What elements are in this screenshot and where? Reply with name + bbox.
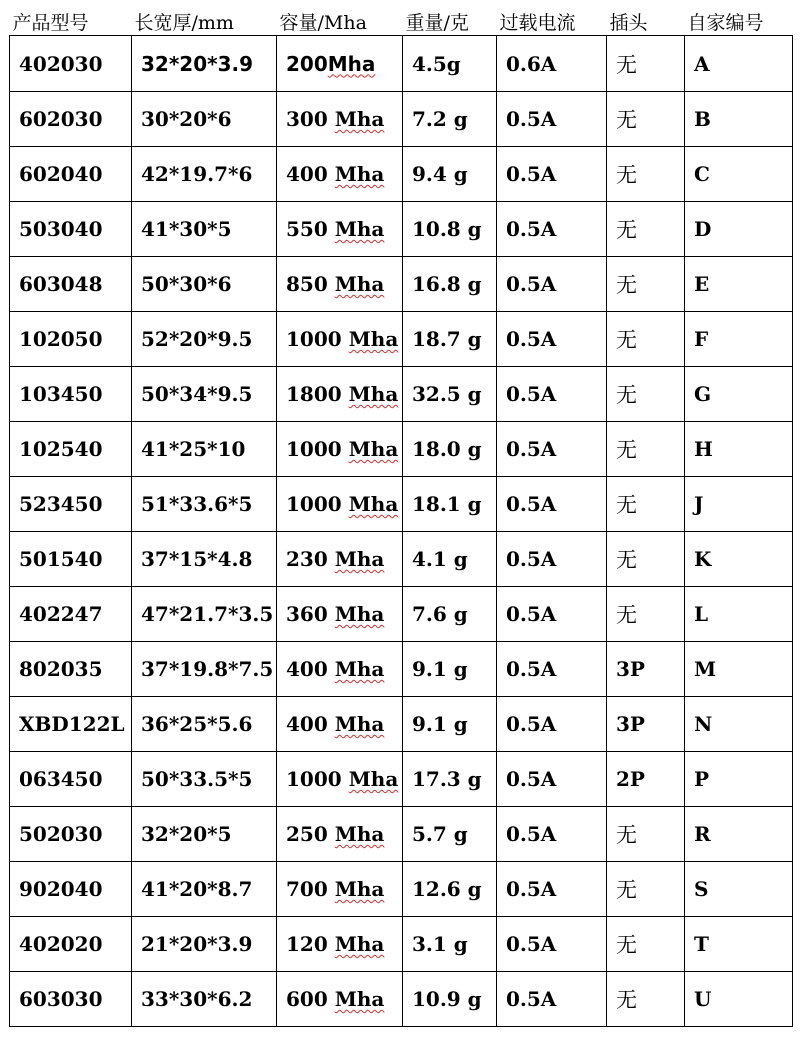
overload-current-cell: 0.5A <box>497 367 607 422</box>
capacity-value: 360 <box>286 602 328 626</box>
battery-spec-table <box>9 8 793 1027</box>
plug-cell: 无 <box>607 92 685 147</box>
capacity-unit: Mha <box>327 51 376 76</box>
capacity-value: 550 <box>286 217 328 241</box>
weight-cell: 3.1 g <box>403 917 497 972</box>
plug-cell: 无 <box>607 367 685 422</box>
model-cell: 503040 <box>10 202 132 257</box>
capacity-unit: Mha <box>334 162 385 186</box>
table-row <box>10 532 793 587</box>
capacity-unit: Mha <box>348 492 399 516</box>
plug-cell: 无 <box>607 532 685 587</box>
own-code-cell: G <box>685 367 793 422</box>
capacity-unit: Mha <box>334 822 385 846</box>
table-row <box>10 642 793 697</box>
capacity-unit: Mha <box>348 767 399 791</box>
capacity-unit: Mha <box>334 932 385 956</box>
capacity-cell <box>277 697 403 752</box>
weight-cell: 17.3 g <box>403 752 497 807</box>
table-row <box>10 422 793 477</box>
plug-cell: 无 <box>607 587 685 642</box>
table-row <box>10 147 793 202</box>
own-code-cell: E <box>685 257 793 312</box>
own-code-cell: U <box>685 972 793 1027</box>
capacity-value: 1000 <box>286 327 342 351</box>
capacity-value: 1800 <box>286 382 342 406</box>
dimensions-cell: 36*25*5.6 <box>132 697 277 752</box>
capacity-value: 700 <box>286 877 328 901</box>
table-row <box>10 587 793 642</box>
capacity-value: 400 <box>286 657 328 681</box>
capacity-value: 120 <box>286 932 328 956</box>
model-cell: 402030 <box>10 36 132 92</box>
capacity-unit: Mha <box>334 272 385 296</box>
weight-cell: 16.8 g <box>403 257 497 312</box>
weight-cell: 18.0 g <box>403 422 497 477</box>
model-cell: 602030 <box>10 92 132 147</box>
capacity-unit: Mha <box>334 547 385 571</box>
table-body <box>10 36 793 1027</box>
overload-current-cell: 0.5A <box>497 972 607 1027</box>
weight-cell: 9.1 g <box>403 697 497 752</box>
weight-cell: 18.7 g <box>403 312 497 367</box>
weight-cell: 18.1 g <box>403 477 497 532</box>
dimensions-cell: 32*20*5 <box>132 807 277 862</box>
table-row <box>10 807 793 862</box>
overload-current-cell: 0.5A <box>497 202 607 257</box>
dimensions-cell: 42*19.7*6 <box>132 147 277 202</box>
plug-cell: 无 <box>607 257 685 312</box>
capacity-cell <box>277 422 403 477</box>
capacity-cell <box>277 862 403 917</box>
table-row <box>10 367 793 422</box>
capacity-cell <box>277 972 403 1027</box>
own-code-cell: J <box>685 477 793 532</box>
dimensions-cell: 41*25*10 <box>132 422 277 477</box>
model-cell: 501540 <box>10 532 132 587</box>
dimensions-cell: 32*20*3.9 <box>132 36 277 92</box>
capacity-value: 230 <box>286 547 328 571</box>
model-cell: 502030 <box>10 807 132 862</box>
capacity-cell <box>277 917 403 972</box>
weight-cell: 9.1 g <box>403 642 497 697</box>
model-cell: 603048 <box>10 257 132 312</box>
own-code-cell: T <box>685 917 793 972</box>
capacity-value: 1000 <box>286 767 342 791</box>
own-code-cell: F <box>685 312 793 367</box>
overload-current-cell: 0.5A <box>497 422 607 477</box>
capacity-unit: Mha <box>334 217 385 241</box>
plug-cell: 无 <box>607 36 685 92</box>
plug-cell: 无 <box>607 972 685 1027</box>
model-cell: 103450 <box>10 367 132 422</box>
capacity-cell <box>277 36 403 92</box>
overload-current-cell: 0.6A <box>497 36 607 92</box>
capacity-cell <box>277 257 403 312</box>
capacity-unit: Mha <box>334 107 385 131</box>
overload-current-cell: 0.5A <box>497 862 607 917</box>
own-code-cell: A <box>685 36 793 92</box>
overload-current-cell: 0.5A <box>497 807 607 862</box>
capacity-value: 1000 <box>286 492 342 516</box>
weight-cell: 9.4 g <box>403 147 497 202</box>
weight-cell: 4.5g <box>403 36 497 92</box>
overload-current-cell: 0.5A <box>497 917 607 972</box>
dimensions-cell: 30*20*6 <box>132 92 277 147</box>
model-cell: 523450 <box>10 477 132 532</box>
plug-cell: 无 <box>607 477 685 532</box>
capacity-cell <box>277 752 403 807</box>
capacity-value: 400 <box>286 712 328 736</box>
plug-cell: 3P <box>607 697 685 752</box>
header-row <box>10 8 793 36</box>
overload-current-cell: 0.5A <box>497 147 607 202</box>
capacity-value: 850 <box>286 272 328 296</box>
table-row <box>10 312 793 367</box>
capacity-cell <box>277 92 403 147</box>
dimensions-cell: 37*19.8*7.5 <box>132 642 277 697</box>
dimensions-cell: 33*30*6.2 <box>132 972 277 1027</box>
dimensions-cell: 50*33.5*5 <box>132 752 277 807</box>
plug-cell: 无 <box>607 807 685 862</box>
own-code-cell: C <box>685 147 793 202</box>
header-overload-current: 过载电流 <box>499 12 576 34</box>
table-row <box>10 36 793 92</box>
dimensions-cell: 41*30*5 <box>132 202 277 257</box>
header-own-code: 自家编号 <box>687 12 764 34</box>
weight-cell: 7.6 g <box>403 587 497 642</box>
header-model: 产品型号 <box>12 12 89 34</box>
plug-cell: 无 <box>607 312 685 367</box>
table-row <box>10 202 793 257</box>
overload-current-cell: 0.5A <box>497 697 607 752</box>
plug-cell: 无 <box>607 422 685 477</box>
dimensions-cell: 50*34*9.5 <box>132 367 277 422</box>
capacity-cell <box>277 587 403 642</box>
overload-current-cell: 0.5A <box>497 532 607 587</box>
capacity-cell <box>277 367 403 422</box>
own-code-cell: M <box>685 642 793 697</box>
header-dimensions: 长宽厚/mm <box>134 12 234 34</box>
dimensions-cell: 37*15*4.8 <box>132 532 277 587</box>
capacity-value: 250 <box>286 822 328 846</box>
model-cell: 602040 <box>10 147 132 202</box>
overload-current-cell: 0.5A <box>497 752 607 807</box>
dimensions-cell: 51*33.6*5 <box>132 477 277 532</box>
capacity-unit: Mha <box>334 602 385 626</box>
capacity-unit: Mha <box>334 712 385 736</box>
own-code-cell: L <box>685 587 793 642</box>
table-row <box>10 697 793 752</box>
own-code-cell: P <box>685 752 793 807</box>
capacity-value: 200 <box>286 51 328 76</box>
overload-current-cell: 0.5A <box>497 92 607 147</box>
overload-current-cell: 0.5A <box>497 587 607 642</box>
plug-cell: 无 <box>607 147 685 202</box>
capacity-cell <box>277 147 403 202</box>
capacity-unit: Mha <box>348 327 399 351</box>
plug-cell: 无 <box>607 202 685 257</box>
capacity-cell <box>277 202 403 257</box>
dimensions-cell: 50*30*6 <box>132 257 277 312</box>
own-code-cell: N <box>685 697 793 752</box>
overload-current-cell: 0.5A <box>497 477 607 532</box>
weight-cell: 5.7 g <box>403 807 497 862</box>
table-row <box>10 862 793 917</box>
overload-current-cell: 0.5A <box>497 642 607 697</box>
header-capacity: 容量/Mha <box>279 12 367 34</box>
plug-cell: 无 <box>607 917 685 972</box>
own-code-cell: K <box>685 532 793 587</box>
table-row <box>10 257 793 312</box>
capacity-unit: Mha <box>334 877 385 901</box>
capacity-cell <box>277 312 403 367</box>
plug-cell: 2P <box>607 752 685 807</box>
model-cell: 603030 <box>10 972 132 1027</box>
plug-cell: 3P <box>607 642 685 697</box>
own-code-cell: S <box>685 862 793 917</box>
capacity-cell <box>277 807 403 862</box>
header-weight: 重量/克 <box>405 12 469 34</box>
capacity-value: 600 <box>286 987 328 1011</box>
own-code-cell: R <box>685 807 793 862</box>
weight-cell: 4.1 g <box>403 532 497 587</box>
capacity-unit: Mha <box>348 382 399 406</box>
table-row <box>10 972 793 1027</box>
capacity-value: 400 <box>286 162 328 186</box>
weight-cell: 32.5 g <box>403 367 497 422</box>
header-plug: 插头 <box>609 12 648 34</box>
table-row <box>10 477 793 532</box>
model-cell: 802035 <box>10 642 132 697</box>
capacity-unit: Mha <box>348 437 399 461</box>
capacity-cell <box>277 532 403 587</box>
model-cell: 402020 <box>10 917 132 972</box>
dimensions-cell: 47*21.7*3.5 <box>132 587 277 642</box>
own-code-cell: B <box>685 92 793 147</box>
capacity-unit: Mha <box>334 657 385 681</box>
dimensions-cell: 52*20*9.5 <box>132 312 277 367</box>
weight-cell: 10.9 g <box>403 972 497 1027</box>
model-cell: 102050 <box>10 312 132 367</box>
capacity-value: 300 <box>286 107 328 131</box>
weight-cell: 10.8 g <box>403 202 497 257</box>
table-row <box>10 752 793 807</box>
plug-cell: 无 <box>607 862 685 917</box>
overload-current-cell: 0.5A <box>497 312 607 367</box>
own-code-cell: H <box>685 422 793 477</box>
model-cell: 063450 <box>10 752 132 807</box>
table-row <box>10 92 793 147</box>
capacity-cell <box>277 642 403 697</box>
capacity-cell <box>277 477 403 532</box>
weight-cell: 7.2 g <box>403 92 497 147</box>
dimensions-cell: 41*20*8.7 <box>132 862 277 917</box>
model-cell: 402247 <box>10 587 132 642</box>
capacity-unit: Mha <box>334 987 385 1011</box>
model-cell: 902040 <box>10 862 132 917</box>
model-cell: XBD122L <box>10 697 132 752</box>
table-row <box>10 917 793 972</box>
overload-current-cell: 0.5A <box>497 257 607 312</box>
own-code-cell: D <box>685 202 793 257</box>
model-cell: 102540 <box>10 422 132 477</box>
weight-cell: 12.6 g <box>403 862 497 917</box>
capacity-value: 1000 <box>286 437 342 461</box>
dimensions-cell: 21*20*3.9 <box>132 917 277 972</box>
